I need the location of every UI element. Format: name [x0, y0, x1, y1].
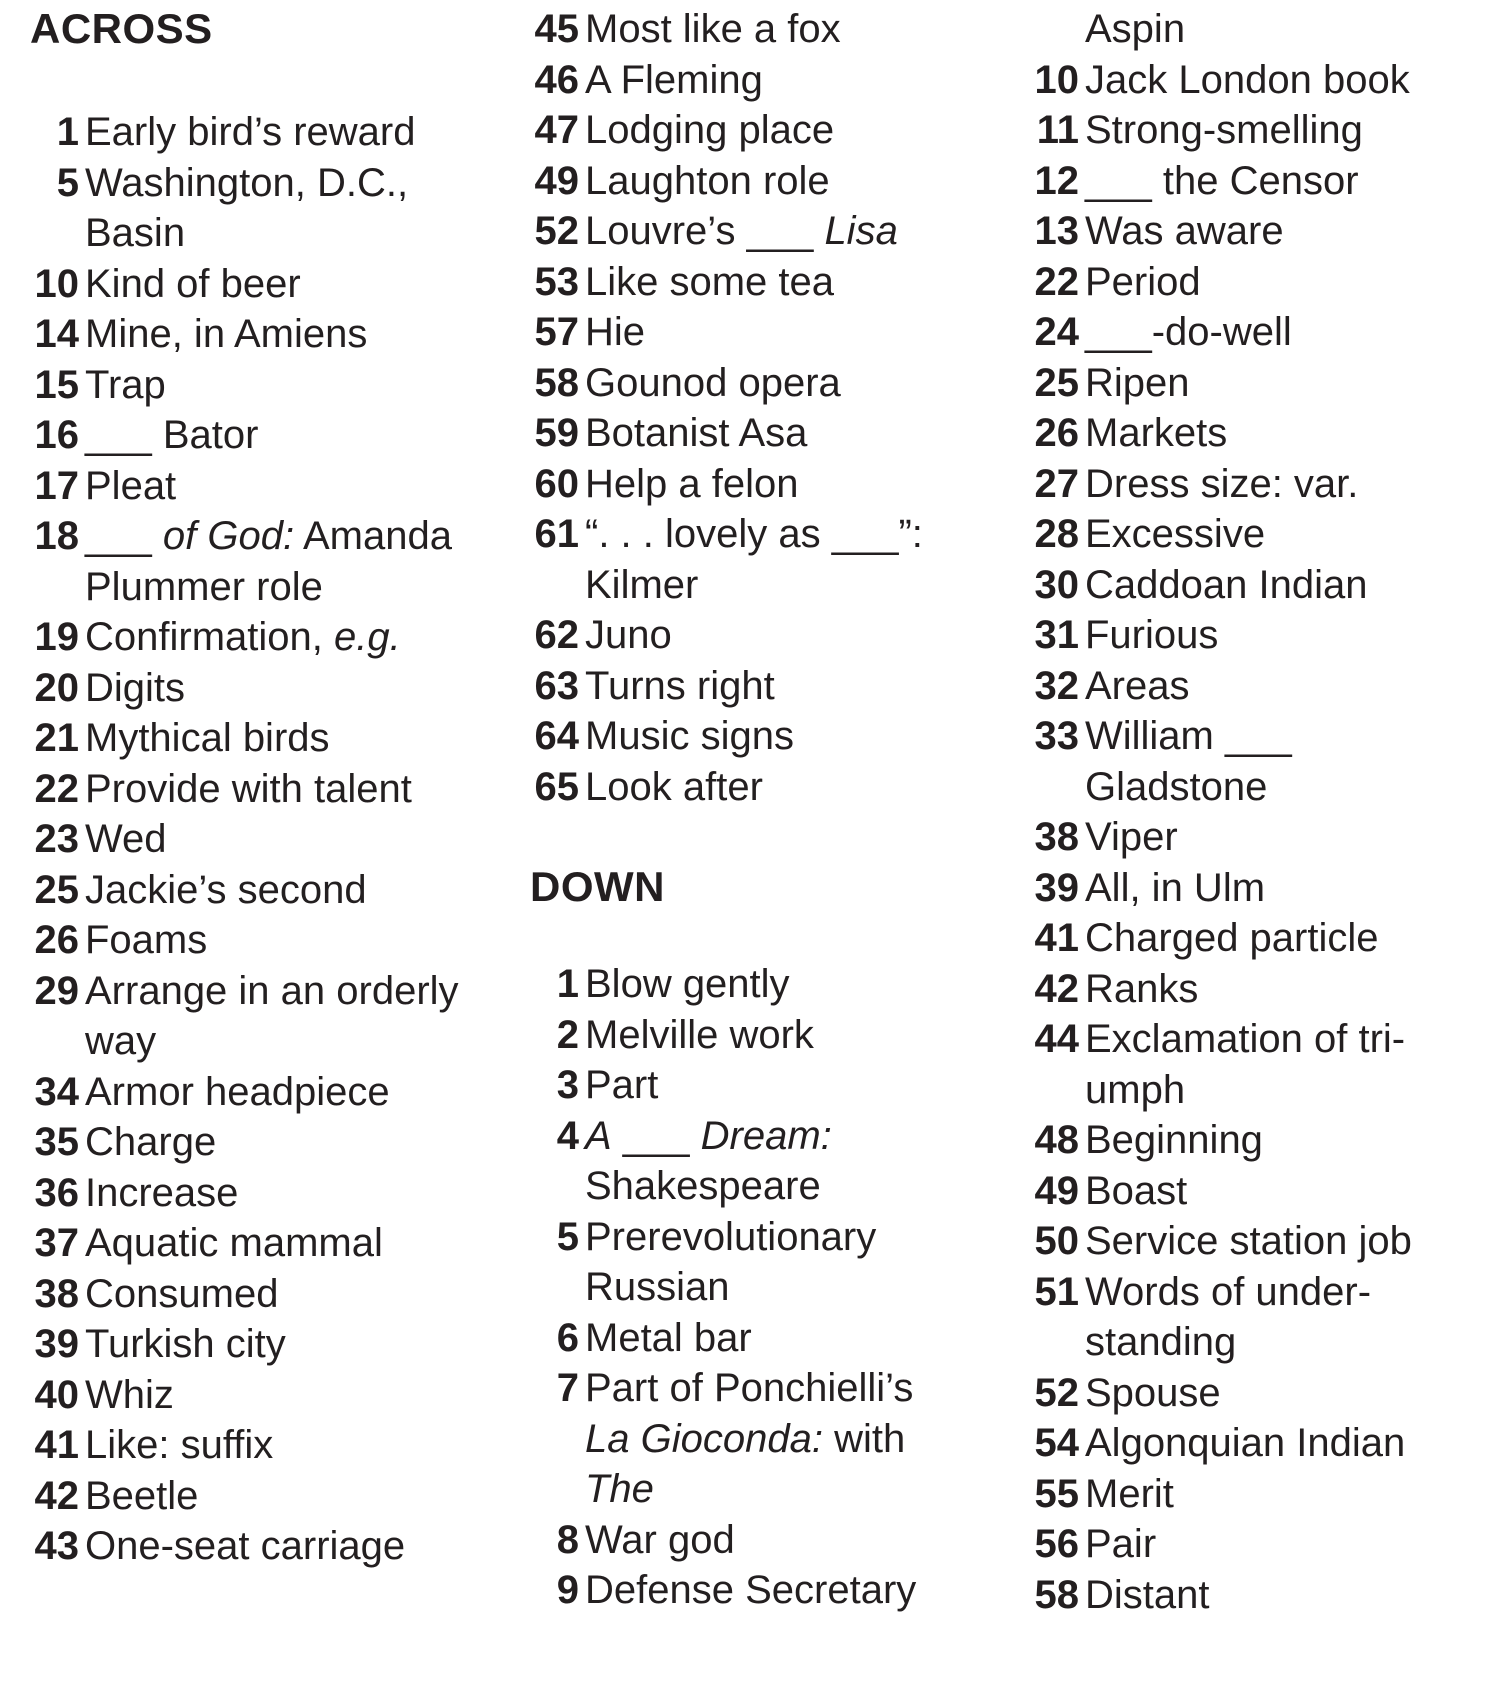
clue-text: Distant [1085, 1572, 1210, 1617]
clue-text: War god [585, 1517, 735, 1562]
clue-number: 19 [34, 615, 79, 659]
clue-text: Charged particle [1085, 916, 1379, 960]
clue-line [556, 1060, 659, 1110]
clue-line-continued [585, 560, 698, 610]
clue-line [1034, 913, 1379, 963]
clue-text: Metal bar [585, 1315, 752, 1360]
clue-number: 64 [534, 714, 579, 758]
clue-text: Hie [585, 310, 646, 354]
clue-text: Was aware [1085, 209, 1284, 253]
clue-number: 38 [34, 1271, 79, 1316]
clue-text: e.g. [333, 615, 401, 659]
clue-number: 10 [34, 261, 79, 306]
clue-number: 53 [534, 259, 579, 304]
clue-line [1034, 1469, 1174, 1519]
clue-line [534, 610, 672, 660]
clue-text: The [585, 1467, 654, 1511]
clue-number: 34 [34, 1069, 79, 1114]
clue-text: Caddoan Indian [1085, 562, 1368, 607]
clue-text: Washington, D.C., [85, 160, 409, 205]
clue-line-continued [1085, 1065, 1185, 1115]
clue-number: 2 [556, 1012, 579, 1057]
clue-number: 5 [556, 1214, 579, 1259]
clue-number: 60 [534, 461, 579, 506]
clue-text: Help a felon [585, 461, 799, 506]
clue-line-continued [85, 208, 185, 258]
clue-text: way [85, 1019, 157, 1063]
clue-line [34, 259, 301, 309]
clue-line [34, 1117, 217, 1167]
clue-number: 23 [34, 817, 79, 861]
clue-text: Laughton role [585, 158, 830, 203]
clue-line [1034, 1166, 1188, 1216]
clue-line [534, 408, 808, 458]
clue-line [1034, 1368, 1221, 1418]
clue-line [534, 206, 898, 256]
clue-line [1034, 459, 1359, 509]
clue-text: ___ [85, 514, 163, 558]
clue-line [534, 762, 763, 812]
clue-line [556, 1313, 752, 1363]
clue-text: Defense Secretary [585, 1568, 917, 1612]
clue-number: 46 [534, 57, 579, 102]
clue-text: Part of Ponchielli’s [585, 1366, 914, 1410]
clue-line [556, 1363, 914, 1413]
clue-line [556, 1565, 917, 1615]
clue-line [1034, 206, 1284, 256]
clue-number: 54 [1034, 1421, 1079, 1465]
clue-number: 49 [534, 158, 579, 203]
clue-line [34, 865, 367, 915]
clue-line [34, 612, 401, 662]
clue-text: All, in Ulm [1085, 865, 1266, 910]
clue-text: One-seat carriage [85, 1524, 406, 1568]
clue-line [534, 257, 835, 307]
clue-text: umph [1085, 1067, 1186, 1112]
clue-text: Boast [1085, 1168, 1188, 1213]
clue-line [34, 1168, 239, 1218]
clue-number: 10 [1034, 57, 1079, 102]
clue-text: Beetle [85, 1473, 199, 1518]
clue-text: Digits [85, 665, 186, 710]
clue-line-continued [85, 1016, 156, 1066]
clue-text: standing [1085, 1320, 1237, 1364]
clue-line [556, 959, 790, 1009]
clue-line [34, 1521, 406, 1571]
clue-line [1034, 1570, 1210, 1620]
clue-text: Furious [1085, 613, 1219, 657]
clue-text: Gladstone [1085, 764, 1268, 809]
clue-number: 42 [34, 1473, 79, 1518]
clue-line [34, 1319, 286, 1369]
clue-text: Music signs [585, 714, 794, 758]
clue-number: 27 [1034, 461, 1079, 506]
clue-number: 32 [1034, 663, 1079, 708]
clue-line [34, 814, 167, 864]
clue-number: 5 [56, 160, 79, 205]
clue-number: 63 [534, 663, 579, 708]
clue-text: Part [585, 1063, 659, 1107]
clue-number: 15 [34, 362, 79, 407]
clue-text: Shakespeare [585, 1164, 821, 1208]
clue-text: Beginning [1085, 1118, 1263, 1162]
clue-line-continued [585, 1161, 821, 1211]
clue-number: 58 [1034, 1572, 1079, 1617]
clue-text: ___ the Censor [1085, 158, 1359, 203]
clue-line [1036, 105, 1363, 155]
clue-text: William ___ [1085, 714, 1292, 758]
clue-line [34, 966, 459, 1016]
clue-text: with [822, 1416, 906, 1461]
clue-number: 47 [534, 108, 579, 152]
clue-text: Botanist Asa [585, 411, 808, 455]
clue-line [1034, 1115, 1263, 1165]
clue-text: Early bird’s reward [85, 110, 416, 154]
clue-line-continued [1085, 762, 1267, 812]
clue-number: 33 [1034, 714, 1079, 758]
clue-text: Words of under- [1085, 1269, 1372, 1314]
clue-number: 18 [34, 514, 79, 558]
clue-number: 38 [1034, 815, 1079, 859]
clue-number: 12 [1034, 158, 1079, 203]
clue-line [34, 663, 186, 713]
clue-text: Gounod opera [585, 360, 841, 405]
clue-line [34, 461, 177, 511]
clue-number: 28 [1034, 512, 1079, 556]
clue-number: 1 [556, 962, 579, 1006]
clue-line-continued [585, 1414, 905, 1464]
clue-text: Consumed [85, 1271, 279, 1316]
clue-line [556, 1212, 877, 1262]
clue-text: Dream: [700, 1113, 832, 1158]
clue-line [34, 511, 452, 561]
clue-number: 25 [34, 867, 79, 912]
clue-number: 44 [1034, 1017, 1079, 1061]
clue-line [534, 661, 775, 711]
clue-number: 20 [34, 665, 79, 710]
clue-number: 7 [556, 1366, 579, 1410]
clue-line [34, 360, 166, 410]
clue-line [1034, 1216, 1412, 1266]
clue-text: Blow gently [585, 962, 790, 1006]
clue-text: Juno [585, 613, 672, 657]
clue-text: Amanda [294, 514, 452, 558]
clue-line [1034, 1519, 1157, 1569]
clue-line [1034, 358, 1190, 408]
clue-line [1034, 863, 1266, 913]
clue-line [34, 1067, 390, 1117]
clue-text: Excessive [1085, 512, 1266, 556]
clue-number: 52 [534, 209, 579, 253]
clue-line [1034, 661, 1190, 711]
clue-number: 3 [556, 1063, 579, 1107]
clue-text: Prerevolutionary [585, 1214, 877, 1259]
clue-number: 16 [34, 413, 79, 457]
clue-number: 57 [534, 310, 579, 354]
clue-line [534, 156, 830, 206]
clue-line [556, 1111, 832, 1161]
clue-number: 29 [34, 968, 79, 1013]
clue-line [34, 1218, 383, 1268]
clue-text: Increase [85, 1170, 239, 1215]
clue-number: 22 [34, 766, 79, 811]
clue-text: “. . . lovely as ___”: [585, 512, 923, 556]
clue-line [1034, 610, 1219, 660]
clue-text: Wed [85, 817, 167, 861]
clue-text: ___ [611, 1113, 701, 1158]
clue-text: Foams [85, 918, 208, 962]
clue-text: ___-do-well [1085, 310, 1292, 354]
clue-line [1034, 560, 1368, 610]
clue-line [534, 105, 835, 155]
clue-number: 39 [34, 1322, 79, 1366]
clue-text: Lodging place [585, 108, 835, 152]
clue-text: Dress size: var. [1085, 461, 1359, 506]
clue-number: 61 [534, 512, 579, 556]
clue-line [56, 158, 409, 208]
clue-text: Strong-smelling [1085, 108, 1363, 152]
clue-text: Algonquian Indian [1085, 1421, 1406, 1465]
clue-line [1034, 964, 1199, 1014]
clue-number: 48 [1034, 1118, 1079, 1162]
clue-text: Melville work [585, 1012, 814, 1057]
clue-number: 45 [534, 7, 579, 51]
clue-number: 36 [34, 1170, 79, 1215]
clue-text: Basin [85, 211, 186, 255]
clue-number: 9 [556, 1568, 579, 1612]
clue-text: Mine, in Amiens [85, 312, 368, 356]
clue-text: Viper [1085, 815, 1178, 859]
clue-text: Period [1085, 259, 1201, 304]
clue-number: 62 [534, 613, 579, 657]
clue-text: Confirmation, [85, 615, 334, 659]
clue-line [34, 1269, 279, 1319]
clue-number: 11 [1036, 108, 1079, 152]
clue-text: Jack London book [1085, 57, 1410, 102]
clue-line [34, 713, 330, 763]
clue-number: 55 [1034, 1471, 1079, 1516]
clue-text: A Fleming [585, 57, 763, 102]
clue-line [534, 509, 923, 559]
clue-line [1034, 812, 1178, 862]
clue-number: 8 [556, 1517, 579, 1562]
clue-number: 59 [534, 411, 579, 455]
clue-line [1034, 1267, 1372, 1317]
clue-text: Like some tea [585, 259, 835, 304]
clue-number: 21 [34, 716, 79, 760]
clue-line-continued [1085, 4, 1185, 54]
clue-number: 17 [34, 463, 79, 508]
clue-number: 6 [556, 1315, 579, 1360]
clue-text: Mythical birds [85, 716, 330, 760]
clue-line [34, 1420, 274, 1470]
across-heading: ACROSS [30, 5, 213, 52]
clue-text: Plummer role [85, 564, 323, 609]
clue-text: Trap [85, 362, 166, 407]
clue-text: Like: suffix [85, 1423, 274, 1467]
clue-text: Pleat [85, 463, 177, 508]
clue-text: A [585, 1113, 612, 1158]
down-heading: DOWN [530, 863, 665, 910]
clue-text: Whiz [85, 1372, 174, 1417]
clue-number: 4 [556, 1113, 579, 1158]
clue-number: 41 [34, 1423, 79, 1467]
clue-number: 49 [1034, 1168, 1079, 1213]
clue-number: 1 [56, 110, 79, 154]
clue-text: Spouse [1085, 1370, 1221, 1415]
clue-line [1034, 1014, 1406, 1064]
clue-line-continued [585, 1464, 654, 1514]
clue-line [1034, 408, 1228, 458]
clue-number: 58 [534, 360, 579, 405]
clue-text: Pair [1085, 1522, 1157, 1566]
clue-line [534, 307, 646, 357]
clue-text: Provide with talent [85, 766, 412, 811]
clue-number: 51 [1034, 1269, 1079, 1314]
clue-text: Ranks [1085, 966, 1199, 1011]
clue-text: Charge [85, 1120, 217, 1164]
clue-number: 13 [1034, 209, 1079, 253]
clue-text: Armor headpiece [85, 1069, 390, 1114]
clue-text: Kilmer [585, 562, 699, 607]
clue-number: 25 [1034, 360, 1079, 405]
clue-number: 14 [34, 312, 79, 356]
clue-line [34, 764, 412, 814]
clue-line [34, 1471, 199, 1521]
clue-number: 26 [34, 918, 79, 962]
clue-text: Louvre’s ___ [585, 209, 825, 253]
clue-line [1034, 1418, 1406, 1468]
clue-text: Kind of beer [85, 261, 301, 306]
clue-line [534, 711, 794, 761]
clue-number: 56 [1034, 1522, 1079, 1566]
clue-text: Merit [1085, 1471, 1174, 1516]
clue-text: Service station job [1085, 1219, 1412, 1263]
clue-number: 52 [1034, 1370, 1079, 1415]
clue-text: Turns right [585, 663, 775, 708]
clue-line [1034, 257, 1201, 307]
clue-text: Markets [1085, 411, 1228, 455]
clue-text: Aquatic mammal [85, 1221, 383, 1265]
clue-text: Areas [1085, 663, 1190, 708]
clue-number: 26 [1034, 411, 1079, 455]
clue-text: ___ Bator [85, 413, 259, 457]
clue-number: 39 [1034, 865, 1079, 910]
clue-text: Arrange in an orderly [85, 968, 459, 1013]
clue-text: Aspin [1085, 7, 1186, 51]
clue-line-continued [585, 1262, 730, 1312]
clue-line [534, 55, 763, 105]
clue-number: 42 [1034, 966, 1079, 1011]
clue-line [1034, 156, 1359, 206]
clue-text: La Gioconda: [585, 1416, 823, 1461]
clue-number: 50 [1034, 1219, 1079, 1263]
clue-number: 35 [34, 1120, 79, 1164]
clue-line [534, 358, 841, 408]
clue-text: of God: [162, 514, 295, 558]
clue-number: 24 [1034, 310, 1079, 354]
clue-line [534, 459, 799, 509]
clue-number: 31 [1034, 613, 1079, 657]
clue-line [534, 4, 841, 54]
clue-line [34, 1370, 174, 1420]
clue-line [56, 107, 416, 157]
clue-number: 65 [534, 764, 579, 809]
clue-line [34, 915, 208, 965]
clue-text: Lisa [824, 209, 898, 253]
clue-text: Exclamation of tri- [1085, 1017, 1406, 1061]
clue-text: Jackie’s second [85, 867, 367, 912]
clue-line [34, 309, 368, 359]
clue-number: 37 [34, 1221, 79, 1265]
clue-text: Ripen [1085, 360, 1190, 405]
clue-text: Most like a fox [585, 7, 841, 51]
clue-number: 22 [1034, 259, 1079, 304]
clue-number: 30 [1034, 562, 1079, 607]
clue-line-continued [85, 562, 323, 612]
clue-line [34, 410, 259, 460]
clue-line-continued [1085, 1317, 1236, 1367]
clue-line [1034, 509, 1266, 559]
clue-line [556, 1515, 735, 1565]
clue-text: Russian [585, 1265, 730, 1309]
clue-text: Look after [585, 764, 763, 809]
clue-text: Turkish city [85, 1322, 286, 1366]
clue-line [1034, 307, 1292, 357]
clue-number: 40 [34, 1372, 79, 1417]
clue-line [1034, 55, 1410, 105]
clue-line [556, 1010, 814, 1060]
clue-line [1034, 711, 1292, 761]
clue-number: 41 [1034, 916, 1079, 960]
clue-number: 43 [34, 1524, 79, 1568]
